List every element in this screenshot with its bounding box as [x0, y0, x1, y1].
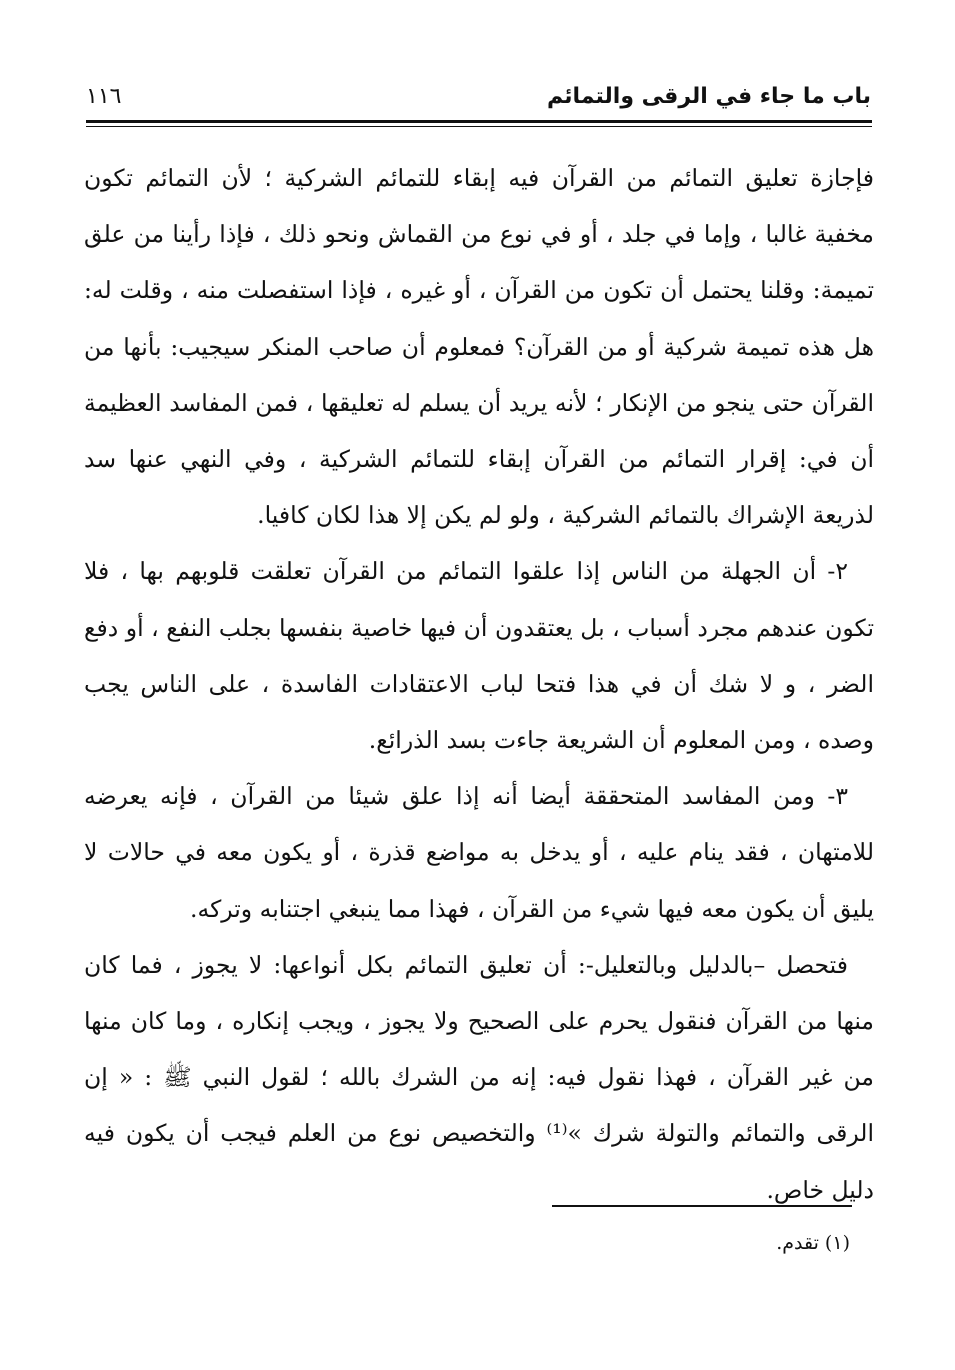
paragraph: ٣- ومن المفاسد المتحققة أيضا أنه إذا علق شيئا من القرآن ، فإنه يعرضه للامتهان ، فقد ينام عليه ، أو يدخل به مواضع قذرة ، أو يكون معه في حالات لا يليق أن يكون معه فيها شيء من القرآن ، فهذا مما ينبغي اجتنابه وتركه.: [84, 782, 874, 923]
paragraph: فتحصل –بالدليل وبالتعليل-: أن تعليق التمائم بكل أنواعها: لا يجوز ، فما كان منها من القرآن فنقول يحرم على الصحيح ولا يجوز ، ويجب إنكاره ، وما كان منها من غير القرآن ، فهذا نقول فيه: إنه من الشرك بالله ؛ لقول النبي ﷺ : « إن الرقى والتمائم والتولة شرك »⁽¹⁾ والتخصيص نوع من العلم فيجب أن يكون فيه دليل خاص.: [84, 950, 874, 1204]
body-text: [84, 150, 874, 1218]
paragraph: فإجازة تعليق التمائم من القرآن فيه إبقاء للتمائم الشركية ؛ لأن التمائم تكون مخفية غالبا ، وإما في جلد ، أو في نوع من القماش ونحو ذلك ، فإذا رأينا من علق تميمة: وقلنا يحتمل أن تكون من القرآن ، أو غيره ، فإذا استفصلت منه ، وقلت له: هل هذه تميمة شركية أو من القرآن؟ فمعلوم أن صاحب المنكر سيجيب: بأنها من القرآن حتى ينجو من الإنكار ؛ لأنه يريد أن يسلم له تعليقها ، فمن المفاسد العظيمة أن في: إقرار التمائم من القرآن إبقاء للتمائم الشركية ، وفي النهي عنها سد لذريعة الإشراك بالتمائم الشركية ، ولو لم يكن إلا هذا لكان كافيا.: [84, 164, 874, 530]
chapter-title: باب ما جاء في الرقى والتمائم: [547, 84, 871, 109]
header-rule: [86, 120, 872, 123]
footnote-rule: [552, 1205, 852, 1207]
header-rule-thin: [86, 126, 872, 127]
page-number: ١١٦: [86, 84, 122, 109]
running-header: [86, 80, 871, 120]
paragraph: ٢- أن الجهلة من الناس إذا علقوا التمائم من القرآن تعلقت قلوبهم بها ، فلا تكون عندهم مجرد أسباب ، بل يعتقدون أن فيها خاصية بنفسها بجلب النفع ، أو دفع الضر ، و لا شك أن في هذا فتحا لباب الاعتقادات الفاسدة ، على الناس يجب وصده ، ومن المعلوم أن الشريعة جاءت بسد الذرائع.: [84, 557, 874, 755]
footnote: (١) تقدم.: [776, 1232, 850, 1254]
